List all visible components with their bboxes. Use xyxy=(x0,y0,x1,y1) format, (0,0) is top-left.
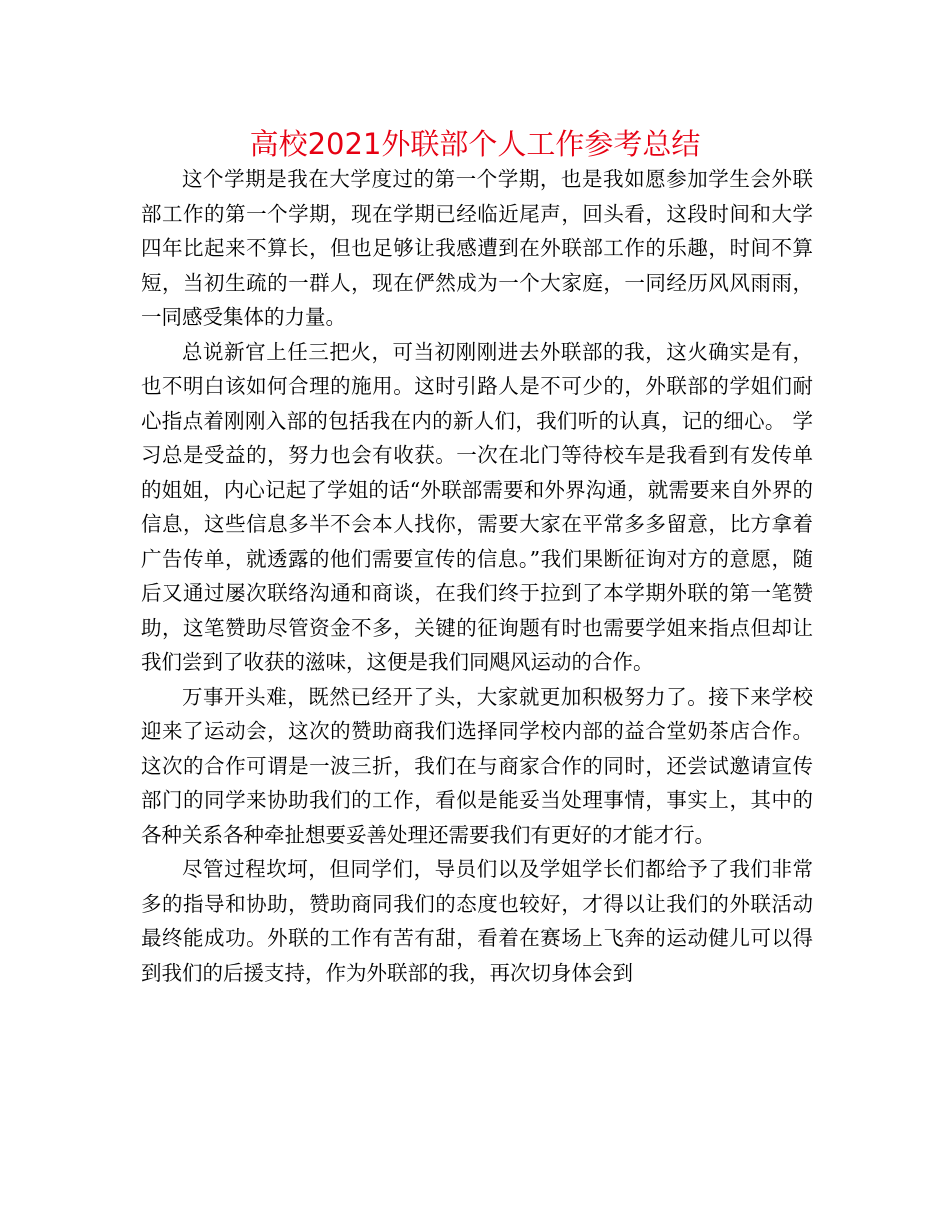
paragraph-4: 尽管过程坎坷，但同学们，导员们以及学姐学长们都给予了我们非常多的指导和协助，赞助商同我们的态度也较好，才得以让我们的外联活动最终能成功。外联的工作有苦有甜，看着在赛场上飞奔的运动健儿可以得到我们的后援支持，作为外联部的我，再次切身体会到 xyxy=(141,857,813,985)
paragraph-1: 这个学期是我在大学度过的第一个学期，也是我如愿参加学生会外联部工作的第一个学期，现在学期已经临近尾声，回头看，这段时间和大学四年比起来不算长，但也足够让我感遭到在外联部工作的乐趣，时间不算短，当初生疏的一群人，现在俨然成为一个大家庭，一同经历风风雨雨，一同感受集体的力量。 xyxy=(141,167,813,329)
document-title: 高校2021外联部个人工作参考总结 xyxy=(249,127,701,161)
document-body xyxy=(141,162,813,990)
paragraph-3: 万事开头难，既然已经开了头，大家就更加积极努力了。接下来学校迎来了运动会，这次的赞助商我们选择同学校内部的益合堂奶茶店合作。这次的合作可谓是一波三折，我们在与商家合作的同时，还尝试邀请宣传部门的同学来协助我们的工作，看似是能妥当处理事情，事实上，其中的各种关系各种牵扯想要妥善处理还需要我们有更好的才能才行。 xyxy=(141,684,813,847)
paragraph-2: 总说新官上任三把火，可当初刚刚进去外联部的我，这火确实是有，也不明白该如何合理的施用。这时引路人是不可少的，外联部的学姐们耐心指点着刚刚入部的包括我在内的新人们，我们听的认真，记的细心。 学习总是受益的，努力也会有收获。一次在北门等待校车是我看到有发传单的姐姐，内心记起了学姐的话“外联部需要和外界沟通，就需要来自外界的信息，这些信息多半不会本人找你，需要大家在平常多多留意，比方拿着广告传单，就透露的他们需要宣传的信息。”我们果断征询对方的意愿，随后又通过屡次联络沟通和商谈，在我们终于拉到了本学期外联的第一笔赞助，这笔赞助尽管资金不多，关键的征询题有时也需要学姐来指点但却让我们尝到了收获的滋味，这便是我们同飓风运动的合作。 xyxy=(141,339,813,674)
